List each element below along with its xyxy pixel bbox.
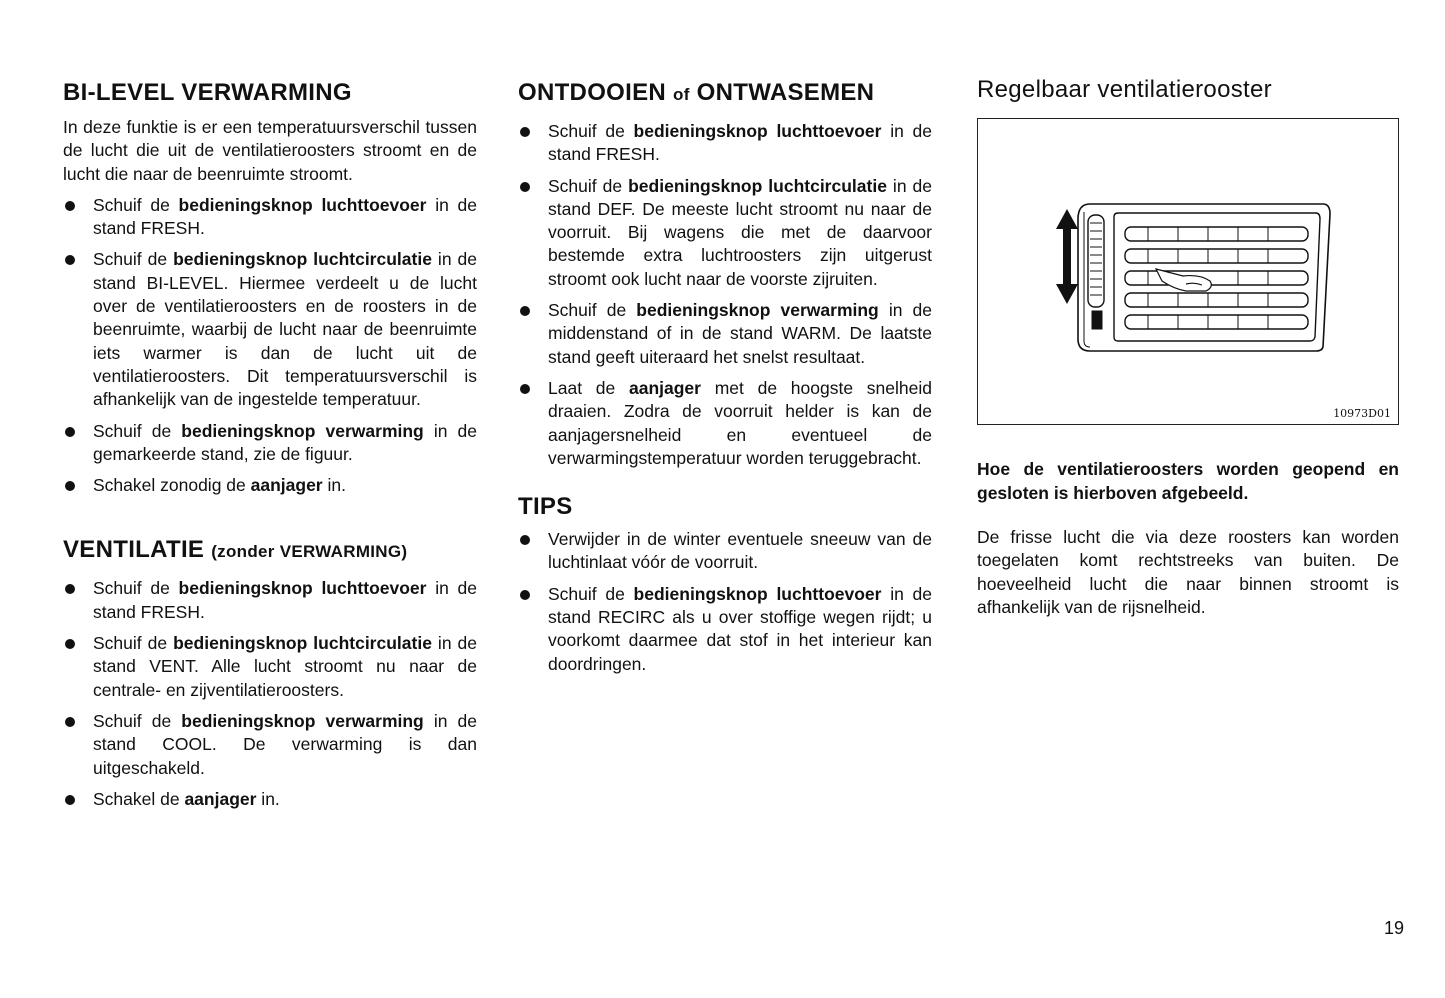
regelbaar-body: De frisse lucht die via deze roosters kan worden toegelaten komt rechtstreeks van buiten. De hoeveelheid lucht die naar binnen stroomt is afhankelijk van de rijsnelheid. (977, 527, 1399, 617)
bullet-icon (65, 481, 75, 491)
bi-level-heading: BI-LEVEL VERWARMING (63, 79, 352, 106)
list-item: Schuif de bedieningsknop luchttoevoer in de stand FRESH. (518, 120, 932, 167)
tips-list (518, 528, 932, 676)
thumb-wheel (1088, 215, 1104, 329)
figure-caption: Hoe de ventilatieroosters worden geopend en gesloten is hierboven afgebeeld. (977, 459, 1399, 503)
louvers (1125, 227, 1308, 329)
vent-figure (977, 118, 1399, 425)
ontdooien-heading: ONTDOOIEN of ONTWASEMEN (518, 79, 875, 106)
list-item: Schuif de bedieningsknop luchtcirculatie in de stand BI-LEVEL. Hiermee verdeelt u de lucht over de ventilatieroosters en de roosters in de beenruimte, waarbij de lucht naar de beenruimte iets warmer is dan de lucht uit de ventilatieroosters. Dit temperatuursverschil is afhankelijk van de ingestelde temperatuur. (63, 248, 477, 411)
bullet-icon (520, 127, 530, 137)
ventilatie-heading: VENTILATIE (zonder VERWARMING) (63, 536, 408, 564)
bi-level-list (63, 194, 477, 498)
list-item: Verwijder in de winter eventuele sneeuw van de luchtinlaat vóór de voorruit. (518, 528, 932, 575)
bullet-icon (65, 717, 75, 727)
bullet-icon (520, 590, 530, 600)
column-left (63, 76, 477, 811)
list-item: Schuif de bedieningsknop verwarming in de middenstand of in de stand WARM. De laatste stand geeft uiteraard het snelst resultaat. (518, 299, 932, 369)
up-down-arrow-icon (1056, 209, 1078, 304)
ontdooien-list (518, 120, 932, 470)
bi-level-intro: In deze funktie is er een temperatuursverschil tussen de lucht die uit de ventilatieroosters stroomt en de lucht die naar de beenruimte stroomt. (63, 117, 477, 184)
bullet-icon (520, 306, 530, 316)
list-item: Schuif de bedieningsknop luchttoevoer in de stand FRESH. (63, 194, 477, 241)
bullet-icon (65, 201, 75, 211)
list-item: Schuif de bedieningsknop luchttoevoer in de stand RECIRC als u over stoffige wegen rijdt; u voorkomt daarmee dat stof in het interieur kan doordringen. (518, 583, 932, 676)
bullet-icon (65, 255, 75, 265)
list-item: Laat de aanjager met de hoogste snelheid draaien. Zodra de voorruit helder is kan de aanjagersnelheid en eventueel de verwarmingstemperatuur worden teruggebracht. (518, 377, 932, 470)
ventilatie-list (63, 577, 477, 811)
page-number: 19 (1384, 918, 1405, 938)
bullet-icon (520, 384, 530, 394)
bullet-icon (65, 639, 75, 649)
figure-code: 10973D01 (1333, 407, 1391, 420)
list-item: Schuif de bedieningsknop verwarming in de stand COOL. De verwarming is dan uitgeschakeld. (63, 710, 477, 780)
bullet-icon (65, 427, 75, 437)
list-item: Schuif de bedieningsknop verwarming in de gemarkeerde stand, zie de figuur. (63, 420, 477, 467)
regelbaar-heading: Regelbaar ventilatierooster (977, 76, 1272, 103)
column-right (977, 76, 1399, 619)
list-item: Schuif de bedieningsknop luchtcirculatie in de stand DEF. De meeste lucht stroomt nu naar de voorruit. Bij wagens die met de daarvoor bestemde extra luchtroosters zijn uitgerust stroomt ook lucht naar de voorste zijruiten. (518, 175, 932, 291)
list-item: Schakel zonodig de aanjager in. (63, 474, 477, 497)
list-item: Schuif de bedieningsknop luchtcirculatie in de stand VENT. Alle lucht stroomt nu naar de centrale- en zijventilatieroosters. (63, 632, 477, 702)
finger-icon (1156, 269, 1211, 291)
bullet-icon (520, 182, 530, 192)
list-item: Schakel de aanjager in. (63, 788, 477, 811)
list-item: Schuif de bedieningsknop luchttoevoer in de stand FRESH. (63, 577, 477, 624)
vent-illustration (978, 119, 1397, 424)
tips-heading: TIPS (518, 493, 573, 521)
bullet-icon (65, 795, 75, 805)
bullet-icon (65, 584, 75, 594)
bullet-icon (520, 535, 530, 545)
column-middle (518, 76, 932, 676)
